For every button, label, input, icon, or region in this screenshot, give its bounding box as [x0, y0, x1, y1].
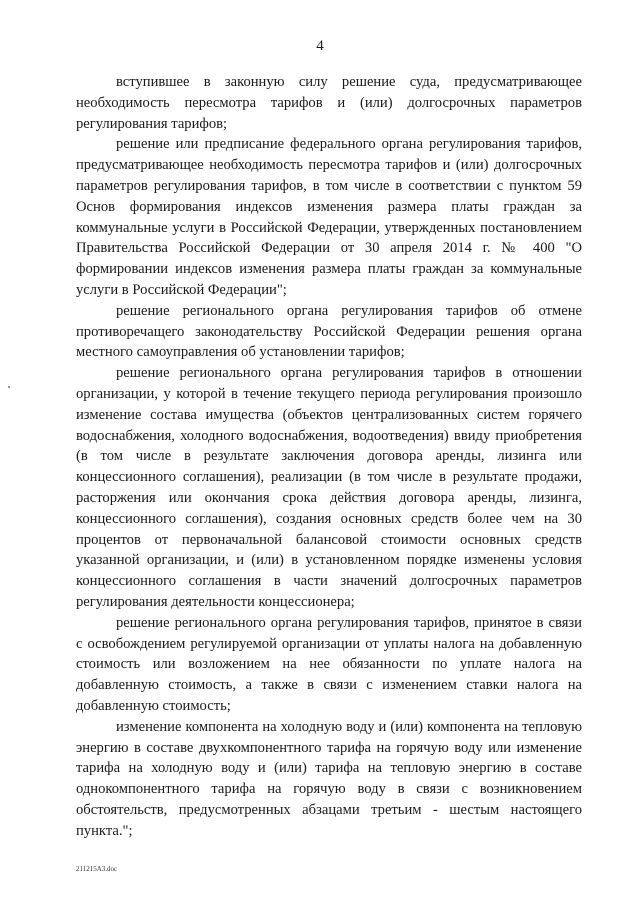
paragraph-component-change: изменение компонента на холодную воду и (или) компонента на тепловую энергию в составе двухкомпонентного тарифа на горячую воду или изменение тарифа на холодную воду и (или) тарифа на тепловую энергию в составе однокомпонентного тарифа на горячую воду в связи с возникновением обстоятельств, предусмотренных абзацами третьим - шестым настоящего пункта."; [76, 718, 582, 839]
paragraph-federal-order: решение или предписание федерального органа регулирования тарифов, предусматривающее необходимость пересмотра тарифов и (или) долгосрочных параметров регулирования тарифов, в том числе в соответствии с пунктом 59 Основ формирования индексов изменения размера платы граждан за коммунальные услуги в Российской Федерации, утвержденных постановлением Правительства Российской Федерации от 30 апреля 2014 г. № 400 "О формировании индексов изменения размера платы граждан за коммунальные услуги в Российской Федерации"; [76, 136, 582, 298]
paragraph-court-decision: вступившее в законную силу решение суда, предусматривающее необходимость пересмотра тарифов и (или) долгосрочных параметров регулирования тарифов; [76, 74, 582, 132]
document-body [76, 72, 582, 841]
paragraph-regional-cancellation: решение регионального органа регулирования тарифов об отмене противоречащего законодательству Российской Федерации решения органа местного самоуправления об установлении тарифов; [76, 302, 582, 361]
paragraph-vat-change: решение регионального органа регулирования тарифов, принятое в связи с освобождением регулируемой организации от уплаты налога на добавленную стоимость или возложением на нее обязанности по уплате налога на добавленную стоимость, а также в связи с изменением ставки налога на добавленную стоимость; [76, 614, 582, 714]
margin-dot [8, 386, 10, 388]
page-number: 4 [316, 38, 324, 54]
footer-file-code: 211215A3.doc [76, 865, 118, 873]
paragraph-property-change: решение регионального органа регулирования тарифов в отношении организации, у которой в течение текущего периода регулирования произошло изменение состава имущества (объектов централизованных систем горячего водоснабжения, холодного водоснабжения, водоотведения) ввиду приобретения (в том числе в результате заключения договора аренды, лизинга или концессионного соглашения), реализации (в том числе в результате продажи, расторжения или окончания срока действия договора аренды, лизинга, концессионного соглашения), создания основных средств более чем на 30 процентов от первоначальной балансовой стоимости основных средств указанной организации, и (или) в установленном порядке изменены условия концессионного соглашения в части значений долгосрочных параметров регулирования деятельности концессионера; [76, 365, 582, 610]
